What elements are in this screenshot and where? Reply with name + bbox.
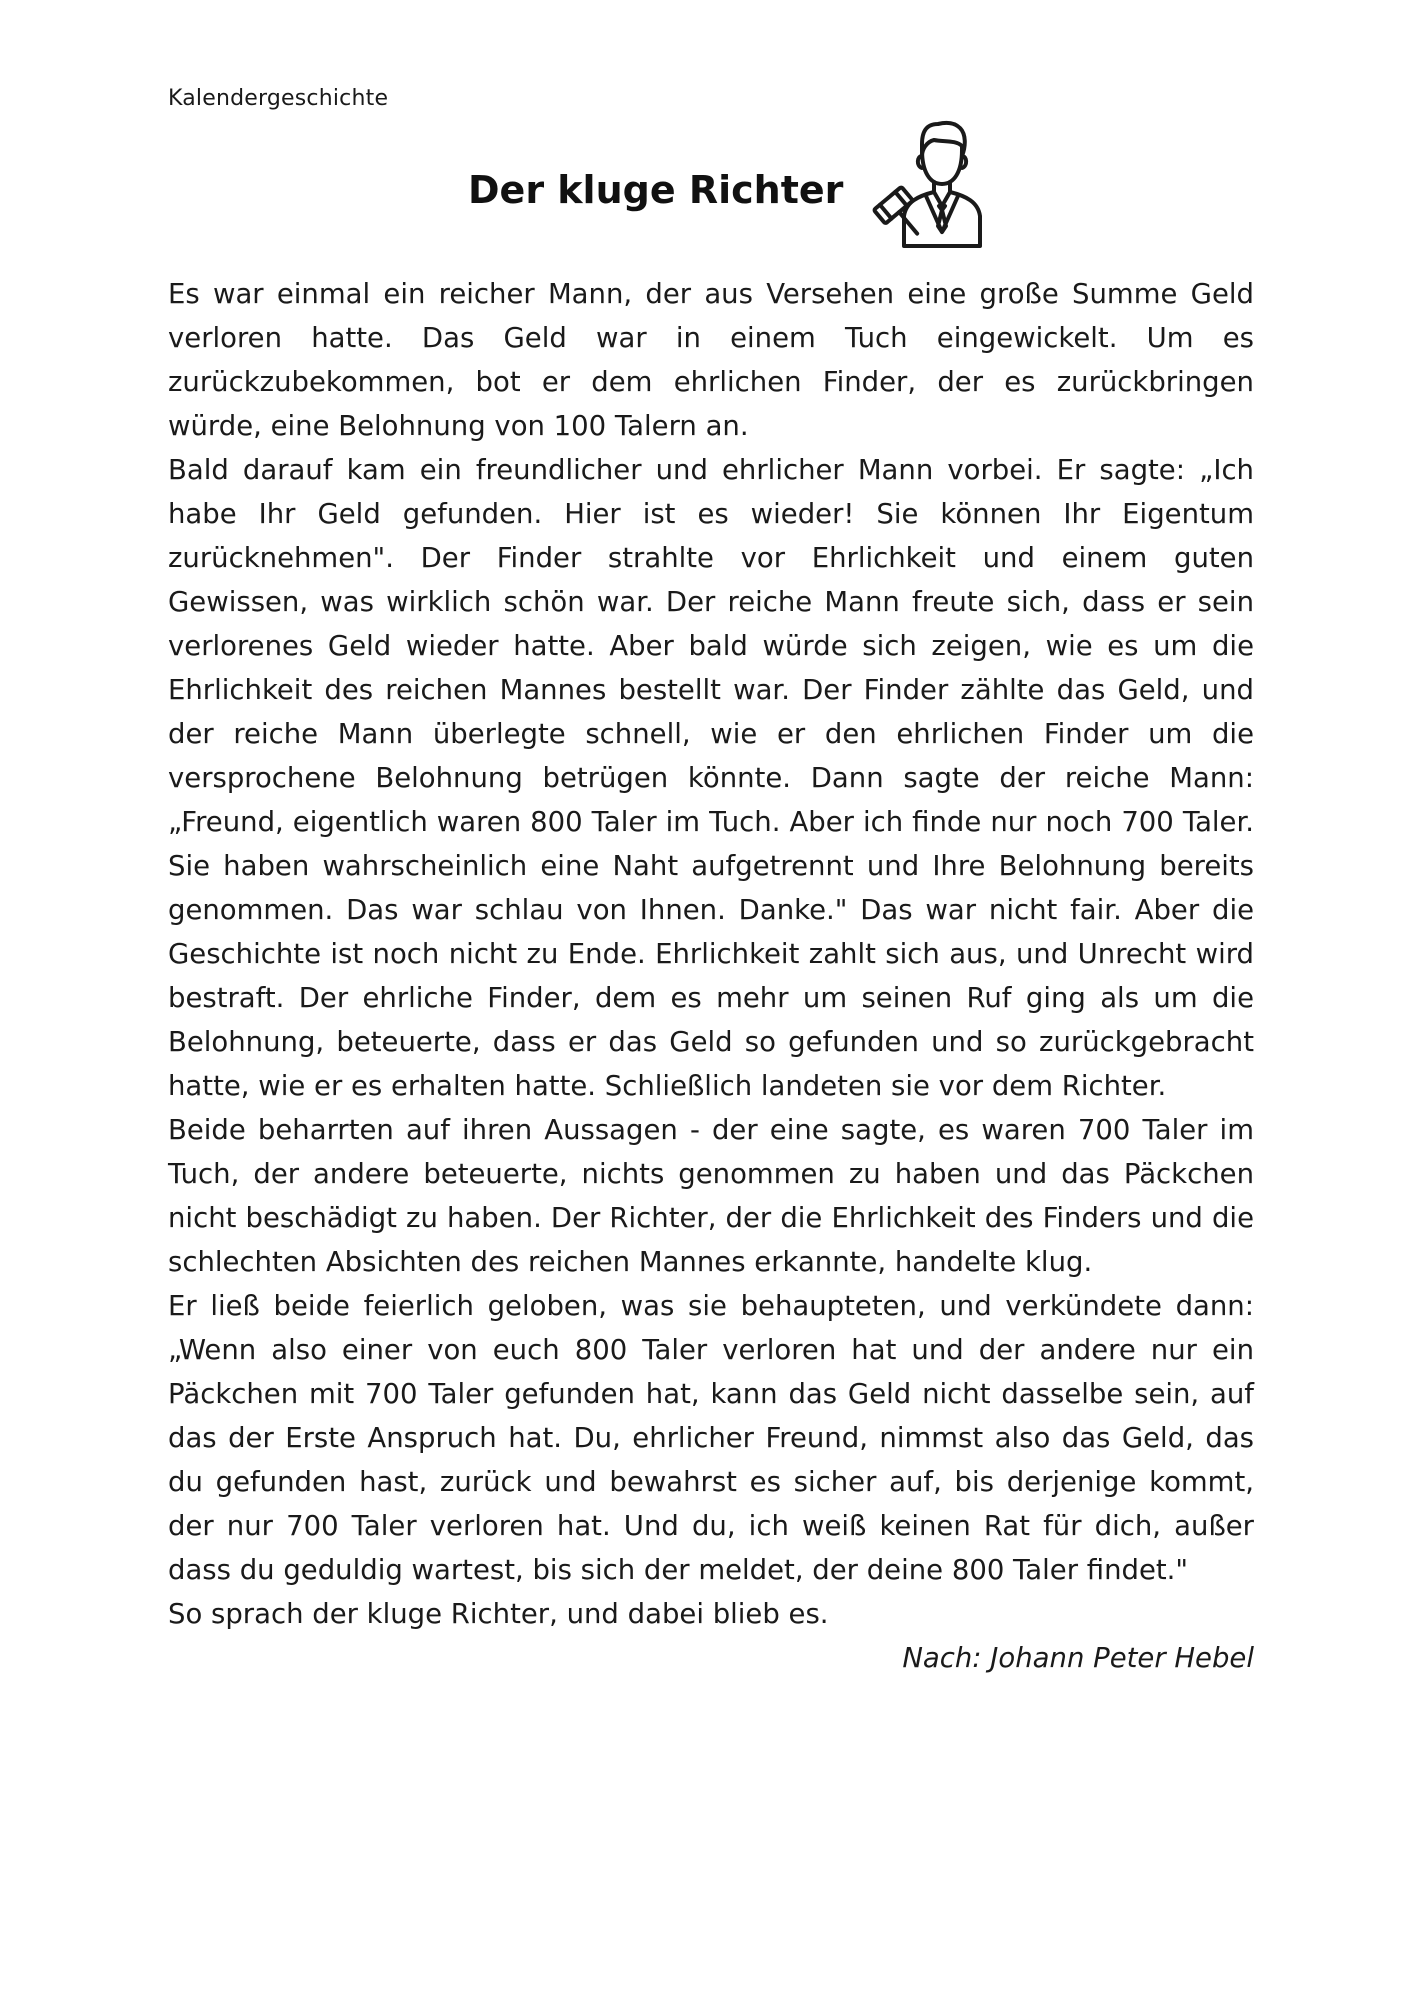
title-row <box>0 110 1414 250</box>
story-paragraph: Bald darauf kam ein freundlicher und ehrlicher Mann vorbei. Er sagte: „Ich habe Ihr Geld gefunden. Hier ist es wieder! Sie können Ihr Eigentum zurücknehmen". Der Finder strahlte vor Ehrlichkeit und einem guten Gewissen, was wirklich schön war. Der reiche Mann freute sich, dass er sein verlorenes Geld wieder hatte. Aber bald würde sich zeigen, wie es um die Ehrlichkeit des reichen Mannes bestellt war. Der Finder zählte das Geld, und der reiche Mann überlegte schnell, wie er den ehrlichen Finder um die versprochene Belohnung betrügen könnte. Dann sagte der reiche Mann: „Freund, eigentlich waren 800 Taler im Tuch. Aber ich finde nur noch 700 Taler. Sie haben wahrscheinlich eine Naht aufgetrennt und Ihre Belohnung bereits genommen. Das war schlau von Ihnen. Danke." Das war nicht fair. Aber die Geschichte ist noch nicht zu Ende. Ehrlichkeit zahlt sich aus, und Unrecht wird bestraft. Der ehrliche Finder, dem es mehr um seinen Ruf ging als um die Belohnung, beteuerte, dass er das Geld so gefunden und so zurückgebracht hatte, wie er es erhalten hatte. Schließlich landeten sie vor dem Richter. <box>168 454 1254 1102</box>
story-paragraph: Es war einmal ein reicher Mann, der aus Versehen eine große Summe Geld verloren hatte. Das Geld war in einem Tuch eingewickelt. Um es zurückzubekommen, bot er dem ehrlichen Finder, der es zurückbringen würde, eine Belohnung von 100 Talern an. <box>168 278 1254 442</box>
category-label: Kalendergeschichte <box>168 86 389 111</box>
page-title: Der kluge Richter <box>468 168 844 212</box>
judge-with-gavel-icon <box>866 110 1018 250</box>
story-paragraph: So sprach der kluge Richter, und dabei blieb es. <box>168 1598 829 1630</box>
source-attribution: Nach: Johann Peter Hebel <box>902 1642 1254 1674</box>
story-text <box>168 272 1254 1680</box>
story-paragraph: Er ließ beide feierlich geloben, was sie behaupteten, und verkündete dann: „Wenn also einer von euch 800 Taler verloren hat und der andere nur ein Päckchen mit 700 Taler gefunden hat, kann das Geld nicht dasselbe sein, auf das der Erste Anspruch hat. Du, ehrlicher Freund, nimmst also das Geld, das du gefunden hast, zurück und bewahrst es sicher auf, bis derjenige kommt, der nur 700 Taler verloren hat. Und du, ich weiß keinen Rat für dich, außer dass du geduldig wartest, bis sich der meldet, der deine 800 Taler findet." <box>168 1290 1254 1586</box>
story-paragraph: Beide beharrten auf ihren Aussagen - der eine sagte, es waren 700 Taler im Tuch, der andere beteuerte, nichts genommen zu haben und das Päckchen nicht beschädigt zu haben. Der Richter, der die Ehrlichkeit des Finders und die schlechten Absichten des reichen Mannes erkannte, handelte klug. <box>168 1114 1254 1278</box>
